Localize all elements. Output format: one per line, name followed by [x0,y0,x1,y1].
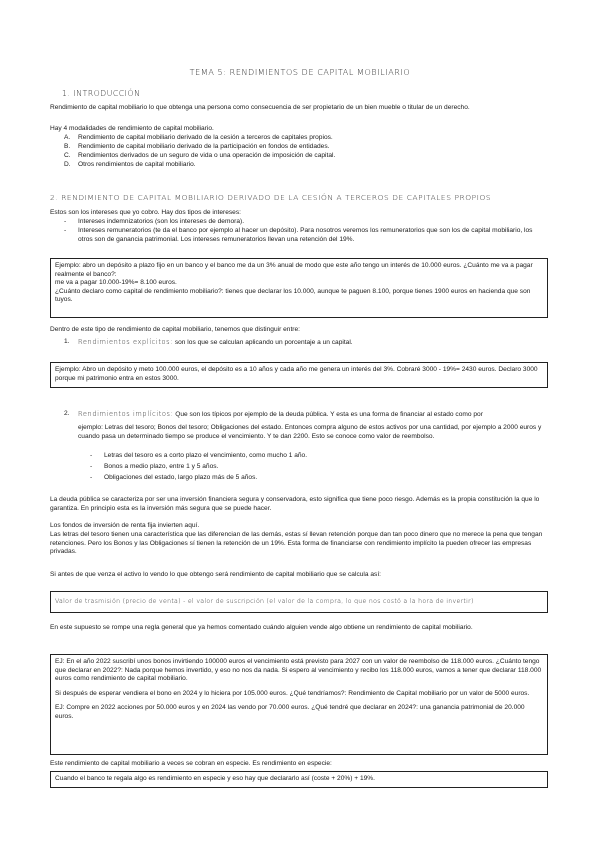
example-text: Ejemplo: Abro un depósito y meto 100.000 euros, el depósito es a 10 años y cada año me genera un interés del 3%. Cobraré 3000 - 19%= 2430 euros. Declaro 3000 porque mi patrimonio entra en estos 3000. [55,366,538,382]
page-title: TEMA 5: RENDIMIENTOS DE CAPITAL MOBILIARIO [189,68,411,77]
list-number: 1. [64,338,70,345]
list-marker: A. [64,134,71,141]
bullet-dash: - [90,452,93,459]
example-box-deposit [50,258,548,318]
example-text: Cuando el banco te regala algo es rendimiento en especie y eso hay que declararlo así (coste + 20%) + 19%. [55,775,375,782]
example-box-especie [50,771,548,788]
example-text: ¿Cuánto declaro como capital de rendimiento mobiliario?: tienes que declarar los 10.000, aunque te paguen 8.100, porque tienes 1900 euros en hacienda que son tuyos. [55,287,531,304]
modalidades-intro: Hay 4 modalidades de rendimiento de capital mobiliario. [50,125,214,132]
implicit-text: Que son los típicos por ejemplo de la deuda pública. Y esta es una forma de financiar al estado como por [173,411,483,418]
example-text: EJ: Compre en 2022 acciones por 50.000 euros y en 2024 las vendo por 70.000 euros. ¿Qué tendré que declarar en 2024?: una ganancia patrimonial de 20.000 euros. [55,704,525,720]
deuda-paragraph: La deuda pública se caracteriza por ser una inversión financiera segura y conservadora, esto significa que tiene poco riesgo. Además es la propia constitución la que lo garantiza. En principio esta es la inversión más segura que se puede hacer. [50,496,540,512]
list-item: Otros rendimientos de capital mobiliario. [78,161,196,168]
list-item: Rendimiento de capital mobiliario derivado de la cesión a terceros de capitales propios. [78,134,333,141]
bullet-dash: - [90,463,93,470]
example-text: EJ: En el año 2022 suscribí unos bonos invirtiendo 100000 euros el vencimiento está previsto para 2027 con un valor de reembolso de 118.000 euros. ¿Cuánto tengo que declarar en 2022?: Nada porque hemos invertido, y eso no nos da nada. Si espero al vencimiento y recibo los 118.000 euros, vamos a tener que declarar 118.000 euros como rendimiento de capital mobiliario. [55,658,542,683]
intro-paragraph: Rendimiento de capital mobiliario lo que obtenga una persona como consecuencia de ser propietario de un bien mueble o titular de un derecho. [50,104,470,111]
implicit-continuation: ejemplo: Letras del tesoro; Bonos del tesoro; Obligaciones del estado. Entonces compra alguno de estos activos por una cantidad, por ejemplo a 2000 euros y cuando pasa un determinado tiempo se produce el vencimiento. Y te dan 2200. Esto se conoce como valor de reembolso. [78,424,542,440]
example-text: Si después de esperar vendiera el bono en 2024 y lo hiciera por 105.000 euros. ¿Qué tendríamos?: Rendimiento de Capital mobiliario por un valor de 5000 euros. [55,689,530,697]
list-item: Letras del tesoro es a corto plazo el vencimiento, como mucho 1 año. [104,452,308,459]
example-text: Ejemplo: abro un depósito a plazo fijo en un banco y el banco me da un 3% anual de modo que este año tengo un interés de 10.000 euros. ¿Cuánto me va a pagar realmente el banco?: [55,262,533,278]
section-2-intro: Estos son los intereses que yo cobro. Hay dos tipos de intereses: [50,209,241,216]
list-number: 2. [64,410,70,417]
explicit-label: Rendimientos explícitos: [78,338,174,346]
bullet-dash: - [64,227,67,234]
section-2-heading: 2. RENDIMIENTO DE CAPITAL MOBILIARIO DERIVADO DE LA CESIÓN A TERCEROS DE CAPITALES PROPIOS [50,193,492,202]
bullet-dash: - [64,218,67,225]
especie-paragraph: Este rendimiento de capital mobiliario a veces se cobran en especie. Es rendimiento en especie: [50,760,332,767]
example-box-explicit [50,362,548,388]
list-item: Rendimientos derivados de un seguro de vida o una operación de imposición de capital. [78,152,336,159]
list-item: Intereses remuneratorios (te da el banco por ejemplo al hacer un depósito). Para nosotros veremos los remuneratorios que son los de capital mobiliario, los otros son de ganancia patrimonial. Los intereses remuneratorios llevan una retención del 19%. [78,227,533,243]
list-marker: D. [64,161,71,168]
list-item: Obligaciones del estado, largo plazo más de 5 años. [104,474,258,481]
list-marker: C. [64,152,71,159]
formula-text: Valor de trasmisión (precio de venta) - el valor de suscripción (el valor de la compra, lo que nos costó a la hora de invertir) [55,598,474,605]
antes-vencer-paragraph: Si antes de que venza el activo lo vendo lo que obtengo será rendimiento de capital mobiliario que se calcula así: [50,571,381,578]
example-text: me va a pagar 10.000-19%= 8.100 euros. [55,279,177,287]
list-item: Rendimiento de capital mobiliario derivado de la participación en fondos de entidades. [78,143,330,150]
section-1-heading: 1. INTRODUCCIÓN [62,89,141,98]
fondos-paragraph: Los fondos de inversión de renta fija invierten aquí. [50,522,200,529]
letras-paragraph: Las letras del tesoro tienen una característica que las diferencian de las demás, estas sí llevan retención porque dan tan poco dinero que no merece la pena que tengan retenciones. Pero los Bonos y las Obligaciones sí tienen la retención de un 19%. Esta forma de financiarse con rendimiento implícito la pueden ofrecer las empresas privadas. [50,531,543,556]
example-box-bonds [50,654,548,755]
bullet-dash: - [90,474,93,481]
implicit-label: Rendimientos implícitos: [78,410,174,418]
distinguir-paragraph: Dentro de este tipo de rendimiento de capital mobiliario, tenemos que distinguir entre: [50,326,300,333]
list-item: Intereses indemnizatorios (son los intereses de demora). [78,218,245,225]
list-item: Bonos a medio plazo, entre 1 y 5 años. [104,463,219,470]
explicit-text: son los que se calculan aplicando un porcentaje a un capital. [173,339,353,346]
formula-box [50,591,548,613]
regla-paragraph: En este supuesto se rompe una regla general que ya hemos comentado cuándo alguien vende algo obtiene un rendimiento de capital mobiliario. [50,624,473,631]
list-marker: B. [64,143,71,150]
